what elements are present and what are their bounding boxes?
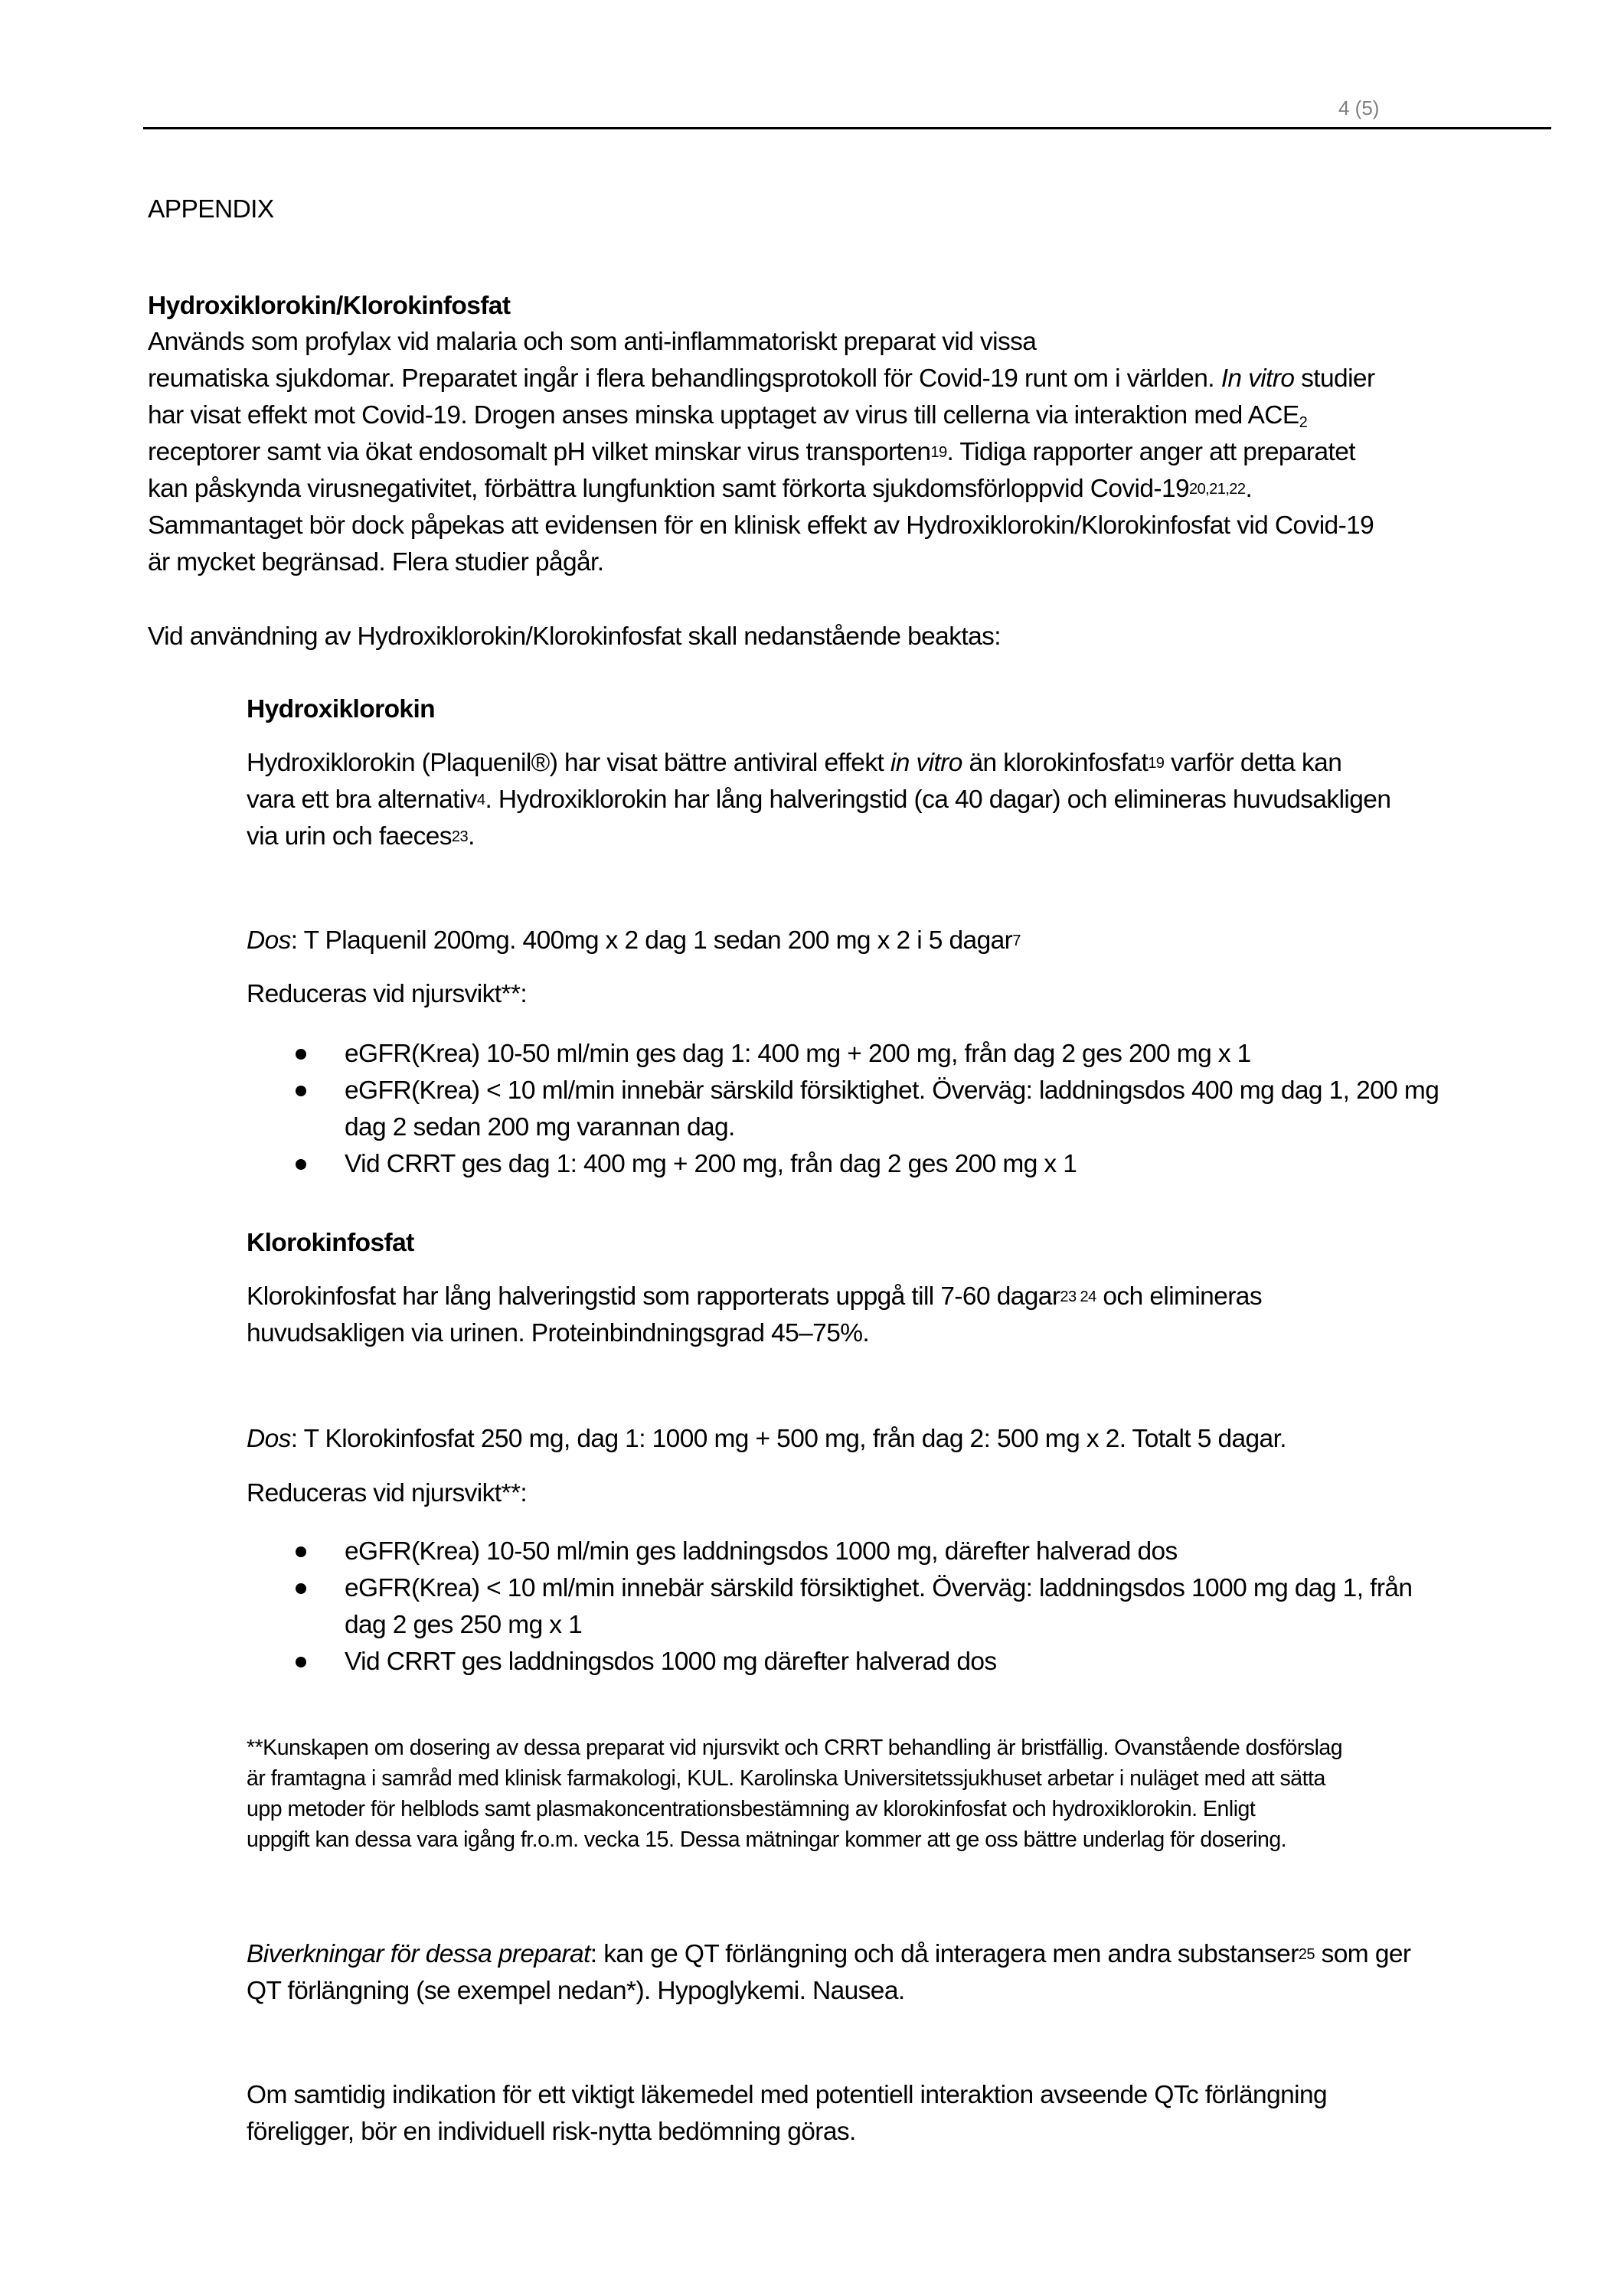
text-run: . — [468, 822, 475, 851]
reference-superscript: 4 — [476, 791, 485, 808]
text-run: har visat effekt mot Covid-19. Drogen anses minska upptaget av virus till cellerna via interaktion med ACE — [148, 401, 1299, 429]
footnote-line: upp metoder för helblods samt plasmakoncentrationsbestämning av klorokinfosfat och hydroxiklorokin. Enligt — [247, 1797, 1256, 1821]
bullet-icon — [296, 1159, 306, 1170]
bullet-text: Vid CRRT ges laddningsdos 1000 mg därefter halverad dos — [345, 1648, 997, 1676]
bullet-item — [247, 1036, 1439, 1073]
paragraph-line: föreligger, bör en individuell risk-nytta bedömning göras. — [247, 2118, 856, 2146]
bullet-text: dag 2 ges 250 mg x 1 — [345, 1611, 583, 1639]
section-heading: Hydroxiklorokin — [247, 695, 436, 723]
footnote-line: **Kunskapen om dosering av dessa preparat vid njursvikt och CRRT behandling är bristfällig. Ovanstående dosförslag — [247, 1736, 1343, 1760]
italic-run: in vitro — [890, 749, 962, 777]
italic-run: In vitro — [1220, 364, 1295, 393]
reference-superscript: 20,21,22 — [1189, 480, 1246, 498]
text-run: Klorokinfosfat har lång halveringstid som rapporterats uppgå till 7-60 dagar — [247, 1282, 1060, 1311]
bullet-item — [247, 1570, 1412, 1644]
text-run: : T Klorokinfosfat 250 mg, dag 1: 1000 mg + 500 mg, från dag 2: 500 mg x 2. Totalt 5 dagar. — [290, 1425, 1287, 1453]
text-run: . Tidiga rapporter anger att preparatet — [946, 438, 1355, 466]
reference-superscript: 25 — [1298, 1945, 1315, 1963]
text-run: . Hydroxiklorokin har lång halveringstid (ca 40 dagar) och elimineras huvudsakligen — [485, 785, 1391, 814]
paragraph-line — [247, 1279, 1262, 1315]
reference-superscript: 23 24 — [1060, 1288, 1096, 1305]
bullet-icon — [296, 1086, 306, 1096]
paragraph-line — [247, 818, 475, 855]
dose-label: Dos — [247, 1425, 291, 1453]
dose-bullet-list — [247, 1036, 1439, 1183]
text-run: vara ett bra alternativ — [247, 785, 477, 814]
intro-line — [148, 397, 1307, 434]
reference-superscript: 7 — [1012, 932, 1021, 949]
bullet-item — [247, 1644, 1412, 1680]
dose-label: Dos — [247, 926, 291, 955]
bullet-text: eGFR(Krea) 10-50 ml/min ges laddningsdos 1000 mg, därefter halverad dos — [345, 1537, 1178, 1566]
text-run: : kan ge QT förlängning och då interagera men andra substanser — [590, 1940, 1299, 1968]
page-number: 4 (5) — [1338, 96, 1380, 119]
bullet-item — [247, 1073, 1439, 1146]
dose-line — [247, 1421, 1286, 1458]
bullet-text: eGFR(Krea) 10-50 ml/min ges dag 1: 400 mg + 200 mg, från dag 2 ges 200 mg x 1 — [345, 1040, 1251, 1068]
text-run: via urin och faeces — [247, 822, 452, 851]
header-rule — [143, 127, 1551, 129]
main-heading: Hydroxiklorokin/Klorokinfosfat — [148, 292, 511, 320]
usage-intro: Vid användning av Hydroxiklorokin/Klorokinfosfat skall nedanstående beaktas: — [148, 622, 1001, 651]
bullet-item — [247, 1533, 1412, 1570]
text-run: och elimineras — [1096, 1282, 1262, 1311]
footnote-line: är framtagna i samråd med klinisk farmakologi, KUL. Karolinska Universitetssjukhuset arbetar i nuläget med att sätta — [247, 1766, 1325, 1791]
reduce-label: Reduceras vid njursvikt**: — [247, 980, 528, 1008]
reference-superscript: 19 — [930, 443, 947, 461]
paragraph-line: Om samtidig indikation för ett viktigt läkemedel med potentiell interaktion avseende QTc förlängning — [247, 2081, 1328, 2109]
text-run: reumatiska sjukdomar. Preparatet ingår i flera behandlingsprotokoll för Covid-19 runt om i världen. — [148, 364, 1221, 393]
intro-line — [148, 361, 1375, 397]
bullet-icon — [296, 1049, 306, 1060]
reference-superscript: 23 — [451, 828, 469, 845]
intro-line — [148, 471, 1252, 508]
dose-bullet-list — [247, 1533, 1412, 1680]
text-run: som ger — [1314, 1940, 1411, 1968]
text-run: kan påskynda virusnegativitet, förbättra lungfunktion samt förkorta sjukdomsförloppvid Covid-19 — [148, 475, 1190, 503]
text-run: . — [1245, 475, 1253, 503]
text-run: varför detta kan — [1164, 749, 1342, 777]
bullet-icon — [296, 1657, 306, 1667]
footnote-line: uppgift kan dessa vara igång fr.o.m. vecka 15. Dessa mätningar kommer att ge oss bättre underlag för dosering. — [247, 1827, 1287, 1852]
intro-line — [148, 434, 1355, 471]
bullet-text: dag 2 sedan 200 mg varannan dag. — [345, 1113, 735, 1141]
text-run: : T Plaquenil 200mg. 400mg x 2 dag 1 sedan 200 mg x 2 i 5 dagar — [290, 926, 1013, 955]
text-run: studier — [1294, 364, 1375, 393]
bullet-text: Vid CRRT ges dag 1: 400 mg + 200 mg, från dag 2 ges 200 mg x 1 — [345, 1150, 1077, 1178]
paragraph-line — [247, 1936, 1410, 1973]
section-heading: Klorokinfosfat — [247, 1229, 414, 1257]
paragraph-line: QT förlängning (se exempel nedan*). Hypoglykemi. Nausea. — [247, 1977, 905, 2005]
subscript: 2 — [1299, 414, 1308, 432]
paragraph-line — [247, 745, 1341, 782]
reference-superscript: 19 — [1148, 754, 1165, 772]
bullet-text: eGFR(Krea) < 10 ml/min innebär särskild försiktighet. Överväg: laddningsdos 1000 mg dag 1, från — [345, 1574, 1413, 1602]
bullet-icon — [296, 1546, 306, 1557]
paragraph-line — [247, 782, 1390, 818]
text-run: Hydroxiklorokin (Plaquenil®) har visat bättre antiviral effekt — [247, 749, 890, 777]
appendix-title: APPENDIX — [148, 195, 274, 224]
bullet-text: eGFR(Krea) < 10 ml/min innebär särskild försiktighet. Överväg: laddningsdos 400 mg dag 1, 200 mg — [345, 1076, 1439, 1105]
reduce-label: Reduceras vid njursvikt**: — [247, 1479, 528, 1507]
intro-line: Sammantaget bör dock påpekas att evidensen för en klinisk effekt av Hydroxiklorokin/Klorokinfosfat vid Covid-19 — [148, 511, 1374, 540]
text-run: receptorer samt via ökat endosomalt pH vilket minskar virus transporten — [148, 438, 931, 466]
intro-line: är mycket begränsad. Flera studier pågår. — [148, 548, 604, 576]
intro-line: Används som profylax vid malaria och som anti-inflammatoriskt preparat vid vissa — [148, 328, 1037, 356]
dose-line — [247, 923, 1021, 959]
paragraph-line: huvudsakligen via urinen. Proteinbindningsgrad 45–75%. — [247, 1319, 870, 1347]
bullet-item — [247, 1146, 1439, 1183]
text-run: än klorokinfosfat — [962, 749, 1149, 777]
bullet-icon — [296, 1583, 306, 1594]
side-effects-label: Biverkningar för dessa preparat — [247, 1940, 590, 1968]
